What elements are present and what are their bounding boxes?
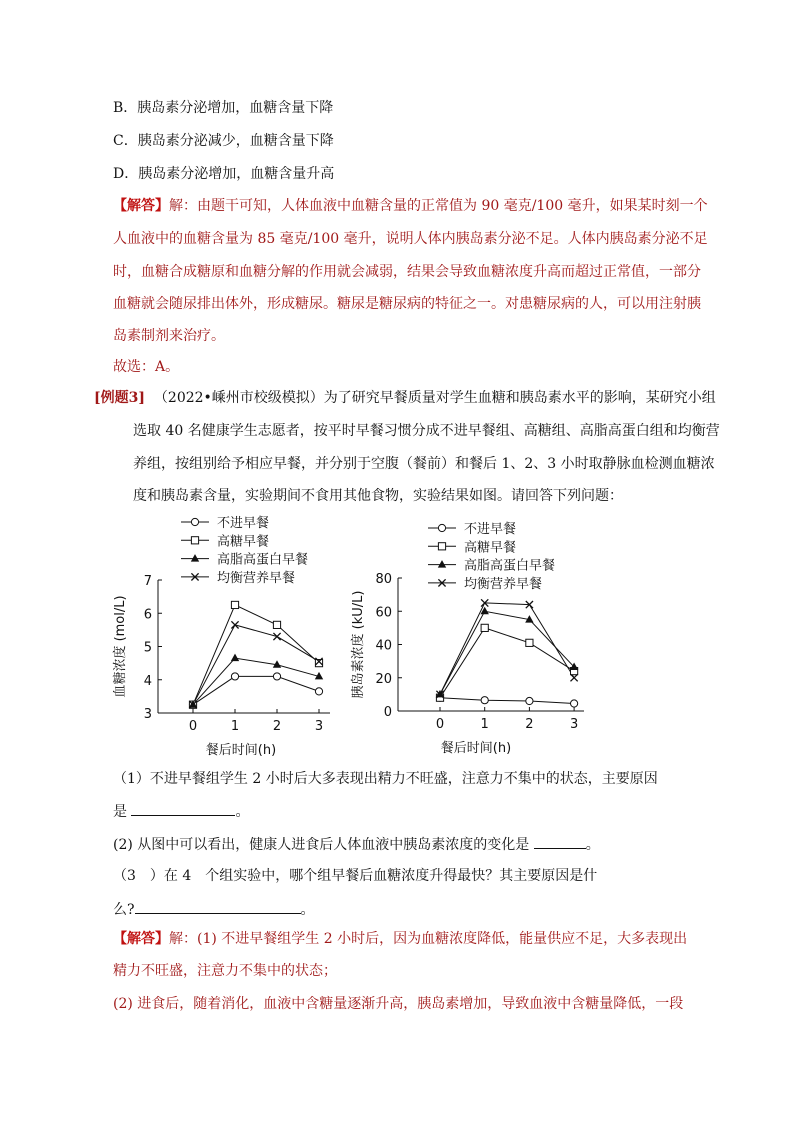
series-line-2 <box>193 658 319 705</box>
glucose-chart <box>110 510 350 760</box>
point-s1-2 <box>526 639 533 646</box>
series-line-0 <box>440 698 574 704</box>
answer2-line-3: (2) 进食后，随着消化，血液中含糖量逐渐升高，胰岛素增加，导致血液中含糖量降低，一段 <box>113 996 684 1012</box>
y-tick-label-2: 5 <box>143 640 152 656</box>
point-s1-1 <box>231 601 238 608</box>
x-axis-label: 餐后时间(h) <box>205 743 277 758</box>
y-tick-label-2: 40 <box>375 638 392 654</box>
question-1-line-2 <box>113 801 249 822</box>
point-s2-1 <box>231 654 239 662</box>
answer2-tag: 【解答】 <box>113 931 169 947</box>
point-s3-3 <box>571 674 578 681</box>
answer2-text-1: 解：(1) 不进早餐组学生 2 小时后，因为血糖浓度降低，能量供应不足，大多表现出 <box>169 931 688 947</box>
y-axis-label: 血糖浓度 (mol/L) <box>113 595 128 698</box>
x-tick-label-3: 3 <box>314 719 324 734</box>
question-2 <box>113 834 600 855</box>
y-axis-label: 胰岛素浓度 (kU/L) <box>351 590 366 699</box>
question-2-end: 。 <box>585 837 600 853</box>
legend-label-3: 均衡营养早餐 <box>464 576 543 592</box>
point-s0-2 <box>526 697 533 704</box>
answer1-choice: 故选：A。 <box>113 359 180 375</box>
y-tick-label-3: 6 <box>143 607 152 623</box>
point-s3-1 <box>231 621 238 628</box>
x-tick-label-0: 0 <box>188 719 198 734</box>
legend-marker-1 <box>191 537 198 544</box>
answer2-line-2: 精力不旺盛，注意力不集中的状态； <box>113 963 337 979</box>
point-s0-2 <box>273 673 280 680</box>
answer1-line-3: 时，血糖合成糖原和血糖分解的作用就会减弱，结果会导致血糖浓度升高而超过正常值，一部分 <box>113 264 701 280</box>
y-tick-label-3: 60 <box>375 605 392 621</box>
legend-marker-2 <box>438 560 446 568</box>
point-s0-1 <box>231 673 238 680</box>
answer1-line-2: 人血液中的血糖含量为 85 毫克/100 毫升，说明人体内胰岛素分泌不足。人体内胰岛素分泌不足 <box>113 231 708 247</box>
answer1-line-4: 血糖就会随尿排出体外，形成糖尿。糖尿是糖尿病的特征之一。对患糖尿病的人，可以用注射胰 <box>113 296 701 312</box>
point-s0-1 <box>481 697 488 704</box>
x-tick-label-1: 1 <box>230 719 240 734</box>
example-line-2: 选取 40 名健康学生志愿者，按平时早餐习惯分成不进早餐组、高糖组、高脂高蛋白组和均衡营 <box>133 423 720 439</box>
legend-label-2: 高脂高蛋白早餐 <box>217 552 309 568</box>
answer1-text-1: 解：由题干可知，人体血液中血糖含量的正常值为 90 毫克/100 毫升，如果某时刻一个 <box>169 198 708 214</box>
option-d: D．胰岛素分泌增加，血糖含量升高 <box>113 166 335 182</box>
answer-blank-2[interactable] <box>534 834 586 849</box>
insulin-chart <box>348 515 598 760</box>
answer1-tag: 【解答】 <box>113 198 169 214</box>
question-1-prefix: 是 <box>113 804 127 820</box>
series-line-1 <box>440 628 574 698</box>
question-2-text: (2) 从图中可以看出，健康人进食后人体血液中胰岛素浓度的变化是 <box>113 837 530 853</box>
question-3-line-1: （3 ）在 4 个组实验中，哪个组早餐后血糖浓度升得最快？其主要原因是什 <box>113 868 598 884</box>
legend-marker-2 <box>191 554 199 562</box>
legend-marker-1 <box>438 543 445 550</box>
x-tick-label-1: 1 <box>480 717 489 732</box>
example-text-1: （2022•嵊州市校级模拟）为了研究早餐质量对学生血糖和胰岛素水平的影响，某研究小组 <box>153 390 716 406</box>
y-tick-label-0: 3 <box>143 707 152 722</box>
series-line-0 <box>193 676 319 704</box>
y-tick-label-0: 0 <box>383 705 392 720</box>
legend-label-0: 不进早餐 <box>464 522 517 537</box>
y-tick-label-1: 4 <box>143 673 152 689</box>
legend-label-1: 高糖早餐 <box>464 540 517 556</box>
series-line-3 <box>193 625 319 705</box>
answer2-line-1 <box>113 929 687 949</box>
point-s1-1 <box>481 624 488 631</box>
x-tick-label-2: 2 <box>525 717 534 732</box>
example-line-4: 度和胰岛素含量，实验期间不食用其他食物，实验结果如图。请回答下列问题： <box>133 488 623 504</box>
point-s3-2 <box>273 633 280 640</box>
example-line-3: 养组，按组别给予相应早餐，并分别于空腹（餐前）和餐后 1、2、3 小时取静脉血检测血糖浓 <box>133 456 715 472</box>
point-s0-3 <box>315 688 322 695</box>
answer-blank-1[interactable] <box>131 801 235 816</box>
x-tick-label-3: 3 <box>569 717 579 732</box>
example-line-1 <box>94 388 716 408</box>
question-3-prefix: 么? <box>113 902 135 918</box>
answer-blank-3[interactable] <box>135 899 301 914</box>
x-axis-label: 餐后时间(h) <box>440 741 512 756</box>
y-tick-label-4: 7 <box>143 574 152 589</box>
option-c: C．胰岛素分泌减少，血糖含量下降 <box>113 133 334 149</box>
series-line-1 <box>193 605 319 705</box>
y-tick-label-4: 80 <box>375 572 392 587</box>
legend-marker-0 <box>438 524 445 531</box>
example-tag: [例题3] <box>94 390 145 406</box>
answer1-line-5: 岛素制剂来治疗。 <box>113 328 225 344</box>
question-1-line-1: （1）不进早餐组学生 2 小时后大多表现出精力不旺盛，注意力不集中的状态，主要原因 <box>113 771 658 787</box>
answer1-line-1 <box>113 196 708 216</box>
option-b: B．胰岛素分泌增加，血糖含量下降 <box>113 100 334 116</box>
point-s0-3 <box>571 700 578 707</box>
question-1-end: 。 <box>235 804 250 820</box>
y-tick-label-1: 20 <box>375 671 392 687</box>
legend-marker-0 <box>191 518 198 525</box>
series-line-3 <box>440 603 574 694</box>
point-s1-2 <box>273 621 280 628</box>
question-3-line-2 <box>113 899 315 920</box>
legend-label-0: 不进早餐 <box>217 516 270 531</box>
x-tick-label-0: 0 <box>435 717 445 732</box>
legend-label-1: 高糖早餐 <box>217 534 270 550</box>
question-3-end: 。 <box>300 902 315 918</box>
legend-label-3: 均衡营养早餐 <box>217 570 296 586</box>
legend-label-2: 高脂高蛋白早餐 <box>464 558 556 574</box>
x-tick-label-2: 2 <box>272 719 282 734</box>
